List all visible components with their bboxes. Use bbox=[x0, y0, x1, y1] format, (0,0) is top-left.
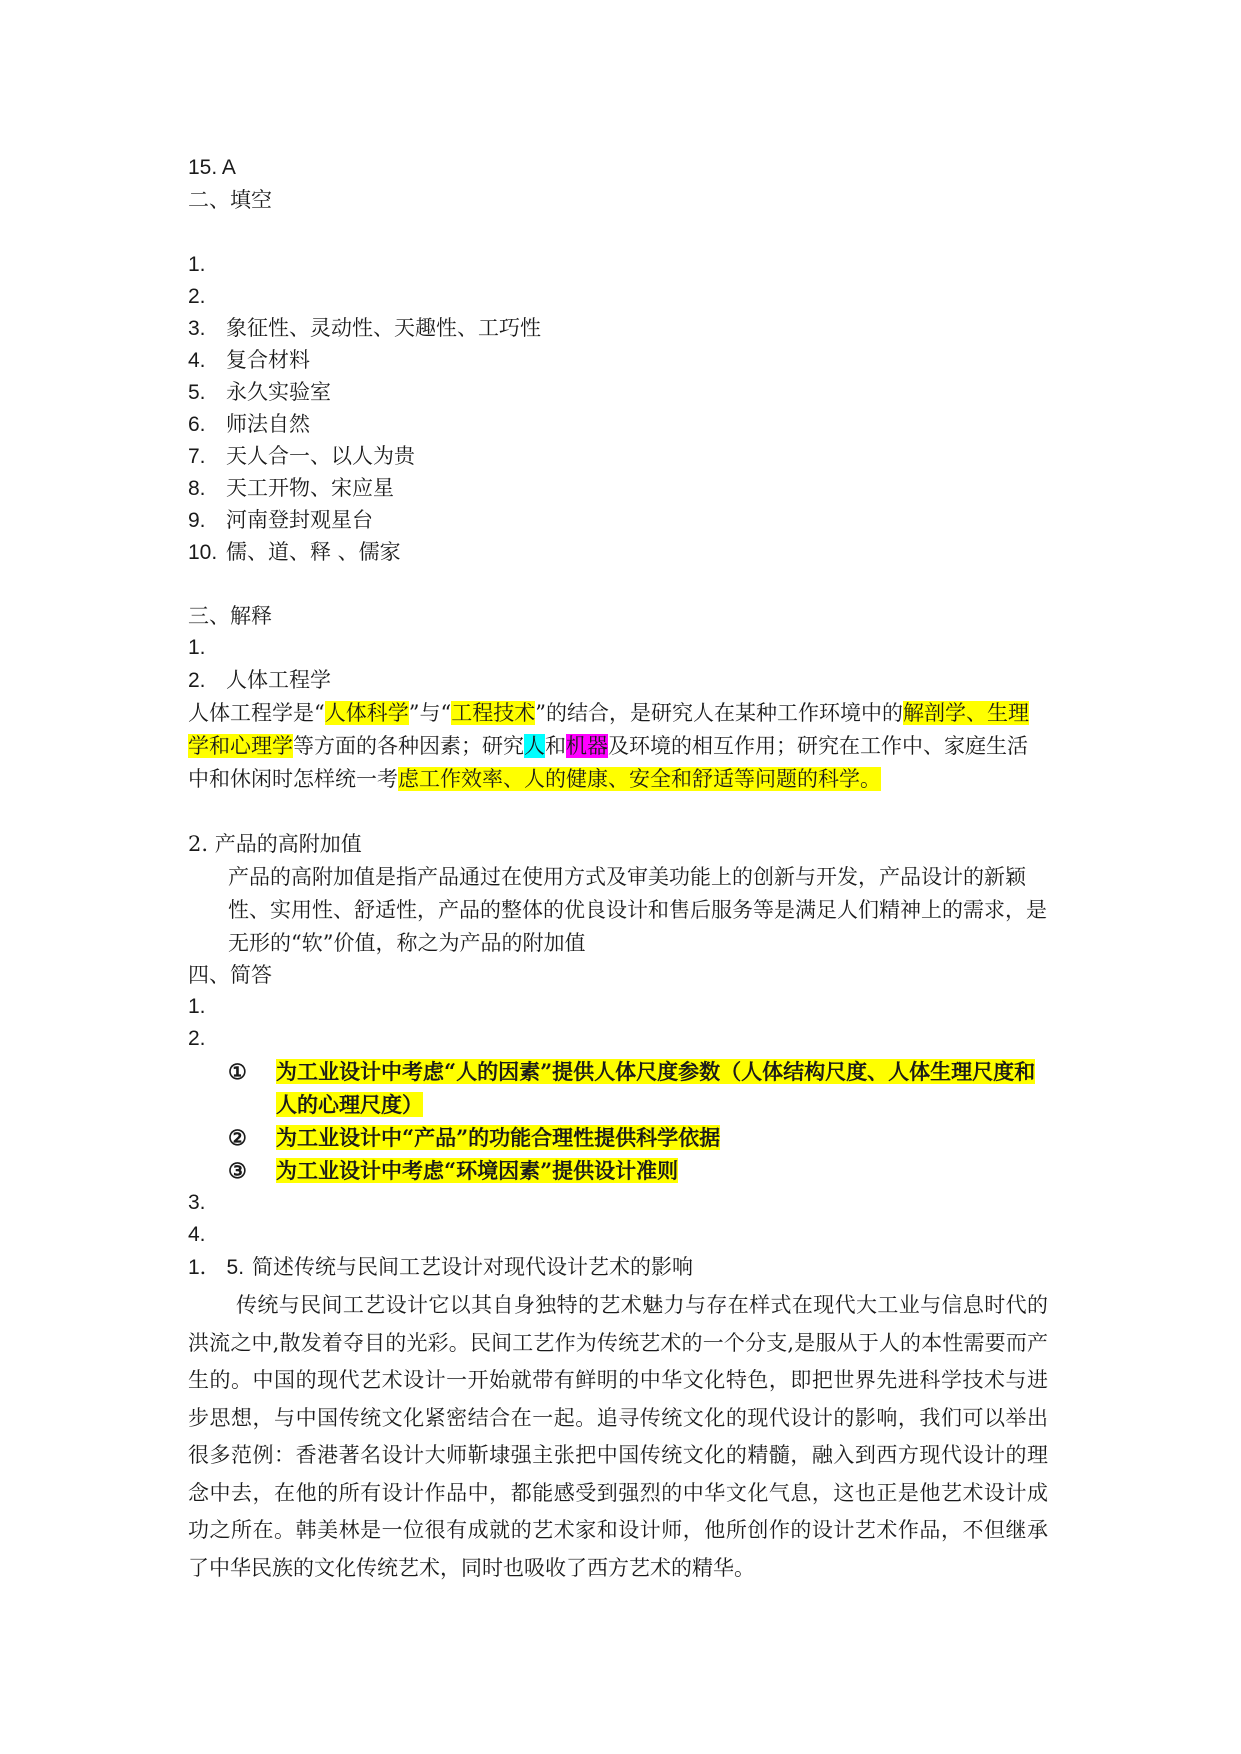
item-number: 1. bbox=[188, 253, 206, 276]
item-number: 8. bbox=[188, 477, 206, 500]
item-number: 2. bbox=[188, 669, 206, 692]
section-heading-short-answer: 四、简答 bbox=[188, 963, 272, 987]
item-number: 1． 5. bbox=[188, 1256, 245, 1279]
explain-item-1: 1. bbox=[188, 636, 206, 659]
answer-point bbox=[228, 1121, 1048, 1154]
highlight-run: 虑工作效率、人的健康、安全和舒适等问题的科学。 bbox=[398, 767, 881, 791]
short-answer-item-1: 1. bbox=[188, 995, 206, 1018]
item-number: 7. bbox=[188, 445, 206, 468]
list-item bbox=[188, 312, 541, 345]
list-item bbox=[188, 472, 394, 505]
explain-item-2-title: 人体工程学 bbox=[226, 668, 331, 692]
section-heading-explain: 三、解释 bbox=[188, 604, 272, 628]
item-text: 师法自然 bbox=[226, 412, 310, 436]
ergonomics-definition bbox=[188, 697, 1048, 796]
list-item bbox=[188, 440, 415, 473]
item-text: 永久实验室 bbox=[226, 380, 331, 404]
list-item bbox=[188, 376, 331, 409]
item-text: 天工开物、宋应星 bbox=[226, 476, 394, 500]
item-text: 儒、道、释 、儒家 bbox=[226, 540, 401, 564]
item-text: 天人合一、以人为贵 bbox=[226, 444, 415, 468]
item-text: 河南登封观星台 bbox=[226, 508, 373, 532]
item-number: 5. bbox=[188, 381, 206, 404]
highlight-run-magenta: 机器 bbox=[566, 734, 608, 758]
text-run: ”的结合，是研究人在某种工作环境中的 bbox=[535, 701, 903, 725]
list-item bbox=[188, 504, 373, 537]
text-run: 和 bbox=[545, 734, 566, 758]
highlight-run: 工程技术 bbox=[451, 701, 536, 725]
section-heading-fill-blank: 二、填空 bbox=[188, 188, 272, 212]
short-answer-item-5 bbox=[188, 1251, 693, 1284]
answer-15: 15. A bbox=[188, 156, 236, 179]
list-item bbox=[188, 344, 310, 377]
text-run: 及环境的相互作用；研究在工作中、家庭生活中和休闲时怎样统一考 bbox=[188, 734, 1028, 791]
added-value-body: 产品的高附加值是指产品通过在使用方式及审美功能上的创新与开发，产品设计的新颖性、实用性、舒适性，产品的整体的优良设计和售后服务等是满足人们精神上的需求，是无形的“软”价值，称之为产品的附加值 bbox=[228, 865, 1047, 955]
answer-point bbox=[228, 1055, 1048, 1121]
item-5-title: 简述传统与民间工艺设计对现代设计艺术的影响 bbox=[252, 1255, 693, 1279]
point-text: 为工业设计中考虑“环境因素”提供设计准则 bbox=[276, 1158, 679, 1183]
answer-point bbox=[228, 1154, 1048, 1187]
item-number: 10. bbox=[188, 541, 218, 564]
text-run: ”与“ bbox=[408, 701, 452, 725]
text-run: 等方面的各种因素；研究 bbox=[293, 734, 524, 758]
list-item bbox=[188, 248, 226, 281]
item-number: 6. bbox=[188, 413, 206, 436]
text-run: 人体工程学是“ bbox=[188, 701, 325, 725]
list-item bbox=[188, 280, 226, 313]
point-marker: ② bbox=[228, 1125, 247, 1150]
point-text: 为工业设计中“产品”的功能合理性提供科学依据 bbox=[276, 1125, 721, 1150]
item-5-body: 传统与民间工艺设计它以其自身独特的艺术魅力与存在样式在现代大工业与信息时代的洪流之中,散发着夺目的光彩。民间工艺作为传统艺术的一个分支,是服从于人的本性需要而产生的。中国的现代艺术设计一开始就带有鲜明的中华文化特色，即把世界先进科学技术与进步思想，与中国传统文化紧密结合在一起。追寻传统文化的现代设计的影响，我们可以举出很多范例：香港著名设计大师靳埭强主张把中国传统文化的精髓，融入到西方现代设计的理念中去，在他的所有设计作品中，都能感受到强烈的中华文化气息，这也正是他艺术设计成功之所在。韩美林是一位很有成就的艺术家和设计师，他所创作的设计艺术作品，不但继承了中华民族的文化传统艺术，同时也吸收了西方艺术的精华。 bbox=[188, 1293, 1048, 1580]
item-number: 2. bbox=[188, 285, 206, 308]
highlight-run: 解剖学、生理学和心理学 bbox=[188, 701, 1029, 758]
short-answer-item-3: 3. bbox=[188, 1191, 206, 1214]
item-number: 9. bbox=[188, 509, 206, 532]
short-answer-item-2: 2. bbox=[188, 1027, 206, 1050]
point-text: 为工业设计中考虑“人的因素”提供人体尺度参数（人体结构尺度、人体生理尺度和人的心理尺度） bbox=[276, 1059, 1036, 1117]
list-item bbox=[188, 536, 401, 569]
item-text: 象征性、灵动性、天趣性、工巧性 bbox=[226, 316, 541, 340]
added-value-title: 2. 产品的高附加值 bbox=[188, 832, 362, 856]
highlight-run-cyan: 人 bbox=[524, 734, 545, 758]
item-number: 4. bbox=[188, 349, 206, 372]
highlight-run: 人体科学 bbox=[324, 701, 409, 725]
point-marker: ① bbox=[228, 1059, 247, 1084]
item-number: 3. bbox=[188, 317, 206, 340]
explain-item-2 bbox=[188, 664, 331, 697]
short-answer-item-4: 4. bbox=[188, 1223, 206, 1246]
point-marker: ③ bbox=[228, 1158, 247, 1183]
item-text: 复合材料 bbox=[226, 348, 310, 372]
list-item bbox=[188, 408, 310, 441]
